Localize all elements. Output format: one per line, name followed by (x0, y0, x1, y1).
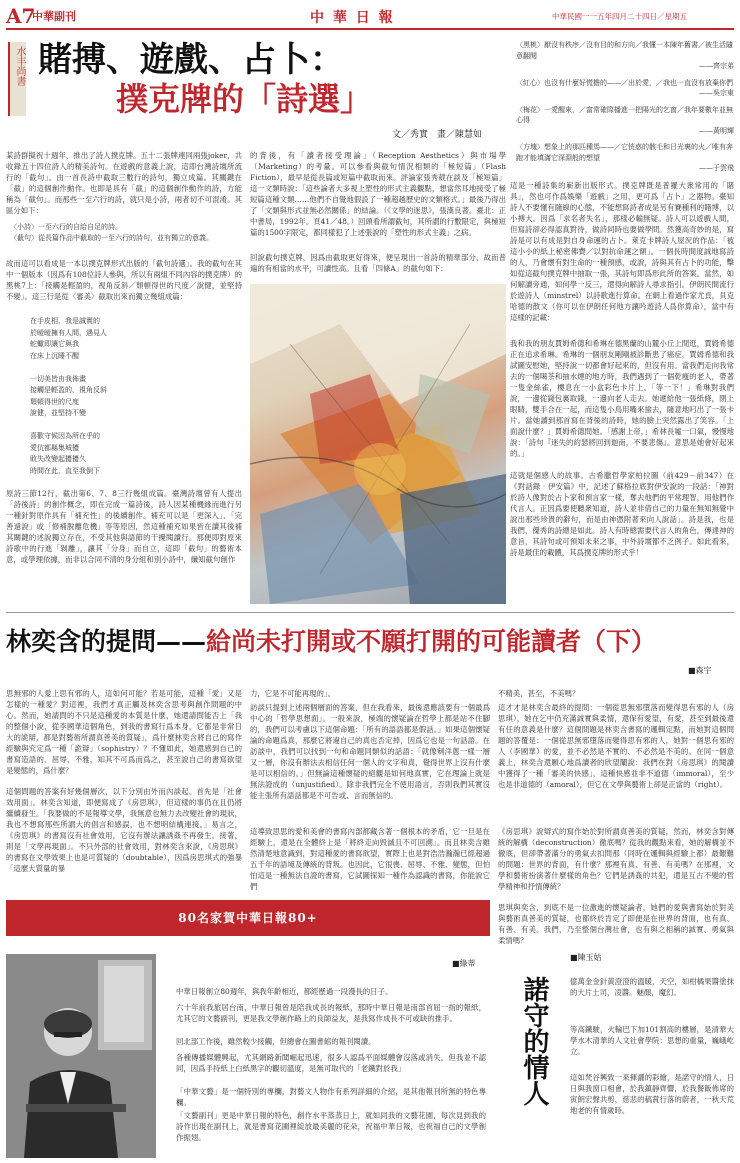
poem-club: 〈梅花〉一愛醒來，／富常確際播進一把陽光的乞窗／我年要數年並無心得 ——黃明輝 (516, 105, 734, 135)
article2-title-b: 給尚未打開或不願打開的可能讀者（下） (206, 627, 657, 656)
article1-title (38, 40, 508, 118)
article1-col1b: 故而這可以看成是一本以撲克牌形式出版的「截句詩選」。我的截句在其中一個版本（因爲有108位詩人參與，所以有兩組不同內容的撲克牌）的黑桃7上：「接觸是輕盈的，視角反斜／頹頓得世的尺度／說健，並堅持不變」。這三行是從〈審美〉截取出來而獨立幾組成篇： (6, 259, 242, 301)
issue-date: 中華民國一一五年四月二十四日／星期五 (552, 12, 687, 21)
article1-col2: 的背後，有「讀者接受理論」（Reception Aesthetics）與市場學（Marketing）的考量。可以參看與截句情況相類的「極短篇」（Flash Fiction），最早是從長篇或短篇中截取而來。評論家張秀葳在談及「極短篇」這一文類時說：「這些論者大多視上塑性的形式主義觀點，想當然耳地接受了極短篇這種文類……他們不自覺地假設了一種超越歷史的文類格式。」最後乃得出了「文類與形式並無必然關係」的結論。（《文學的迷思》，張漢良著。臺北：正中書局，1992年。頁41／48。）回頭看所謂截句，其所謂的行數限定，與極短篇的1500字限定，都同樣犯了上述張說的「塑性的形式主義」之病。 (250, 151, 506, 237)
paper-name: 中 華 日 報 (310, 10, 395, 26)
page-number: A7 (6, 4, 36, 28)
article2-col1b: 這個問題的答案有好幾個層次，以下分別由外而內談起。首先是「社會效用面」。林奕含知道，即便寫成了《房思琪》，但這樣的事仍在且仍將繼續發生。「我要做的不是報導文學，我無意也無力去改變社會的現狀，我也不想寫那些所謂大的倡言和感誤，也不想明結構連接。」易言之，《房思琪》的書寫沒有社會效用，它沒有辦法讓誘姦不再發生。接著，則是「文學再現面」。不只外部的社會效用，對林奕含來說，《房思琪》的書寫在文學效果上也是可質疑的（doubtable），因爲房思琪式的強暴「這麼大質量的暴 (6, 787, 242, 873)
article2-col3d: 思琪與奕含，到底不是一位激進的懷疑論者，她們的愛與書寫始於對美與藝術真善美的質疑，也都終於肯定了即便是在世界的背面，也有真、有善、有美。我們，乃至整個台灣社會，也有與之相稱的誠實、勇氣與柔情嗎？ (498, 903, 734, 945)
article4-p2: 等高鐵駛，火輪巴下加101割高的樓層，是清華大學水木清華的人文社會學院：思想的重量，巍峨屹立。 (570, 1025, 734, 1056)
divider-1 (6, 612, 734, 613)
article3-p2: 六十年前我旅居台南，中華日報曾是陪我成長的報紙，那時中華日報是南部首屈一指的報紙，尤其它的文藝副刊，更是我文學創作路上的良師益友，是我寫作成長不可或缺的推手。 (176, 1003, 486, 1023)
article1-title-line1: 賭搏、遊戲、占卜： (38, 40, 344, 80)
banner-title: 80名家賀中華日報80+ (178, 911, 318, 925)
article2-col1: 思無邪的人愛上思有邪的人，這如何可能？若是可能，這種「愛」又是怎樣的一種愛？對這裡，我們才真正觸及林奕含思考與創作問題的中心。然而，她請問的不只是這種愛的本質是什麼，她還請問能否上「我的整個小說，從李國華這個角色，到我的書寫行爲本身，它都是非常日大的詭辯，都是對藝術所謂真善美的質疑」，爲什麼林奕含將自己的寫作經驗與究定爲一種「詭辯」（sophistry）？不懂如此，她還感到自己的書寫造語的、屈辱、不雅，知其不可爲而爲之，甚至說自己的書寫欲望是變態的，爲什麼？ (6, 689, 242, 775)
page-header (0, 0, 740, 32)
article4-p3: 這如梵谷興致一來揮灑的彩繪，是諾守的情人，日日與我窗口相會，於我鎮靜齊響，於我餐飯佈席的寅朗宏聲共剪，慈悲的稿賞行落的蔚者，一秋天荒地老的有情歲時。 (570, 1073, 734, 1115)
article2-col3b: 這才才是林奕含最終的提問：一個從思無邪墮落而變得思有邪的人（房思琪），她在乞中仍充滿誠實與柔情，還保有愛望，有愛，甚至到最後還有任的意義是什麼？這個問題是林奕含書寫的邏輯定點，而她對這個問題的答覆是：一個從思無邪墮落而變得思有邪的人，她對一個思有邪的人（李國華）的愛，並不必然是不實的、不必然是不美的。在同一個意義上，林奕含還願心地爲讀者的欣望闡說：我們在對《房思琪》的閱讀中獲得了一種「審美的快感」，這種快感並非不道德（immoral），至少也是非道德的（amoral），但它在文學與藝術上卻是正當的（right）。 (498, 703, 734, 789)
article2-col3: 不精美，甚至，不美嗎？ (498, 689, 580, 698)
article1-right-p1: 這是一種詩集的嶄新出版形式。撲克牌既是普羅大衆常用的「賭具」，然也可作爲娛樂「遊戲」之用，更可爲「占卜」之器物。臺知詩人不要懂有隨線的心態，不能想寫詩者成是另有賽種利的賭博，以小搏大。因爲「求名者失名」，那樣必輸無疑。詩人可以遊戲人間，但寫詩卻必得認真對待，做詩同時也要做學問。然獲高奇妙的是，寫詩是可以有成是對自身命運的占卜。萊克卡牌詩人屋況的作品：「被這小小的紙上秘密佛費／以對抗命運之額」。一個長時間度誠地寫詩的人，乃會懷有對生命的一種預感，或說，詩與其有占卜的功能，擊如從這截句撲克牌中抽取一張，其詩句即爲形此所的答案。當然，如何解讀旁通，如何學一反三，還得向解詩人尋求指引。伊朗民間流行於遊詩人（minstrel）以詩歌進行算命。在網上看過作家尤貞，貝克哈德的散文（你可以在伊朗任何地方讓吟遊詩人爲你算命），當中有這樣的記載： (510, 181, 734, 322)
right-poems (516, 40, 734, 174)
poem-heart: 〈紅心〉也沒有什麼好慌擔的——／出於愛，／我也一直沒有放棄你們 ——吳宗東 (516, 78, 734, 97)
article3-p5: 「中華文藝」是一個特別的專欄，對藝文人物作有系列詳細的介紹，是其他報刊所無的特色專欄。 (176, 1087, 486, 1107)
anniversary-banner (6, 900, 490, 936)
article2-author: ■森宇 (688, 666, 712, 675)
column-tag: 水丰尚書 (8, 42, 26, 116)
author-photo (6, 954, 156, 1158)
poem-diamond: 〈方塊〉想象上的那匹種馬——／它恍惑的骸毛和日光裏的火／唯有奔跑才能填滿它深淵般的想望 ——于雲飛 (516, 143, 734, 172)
article1-title-line2: 撲克牌的「詩選」 (116, 80, 373, 118)
article3-p4: 各種傳播媒體興起，尤其網路新聞崛起迅速，很多人認爲平面媒體會沒落或消失，但我並不認同，因爲手持紙上白紙黑字的觀切溫度，是無可取代的「老鐵對於我」 (176, 1053, 486, 1073)
article1-col1c: 原詩三節12行，截出第6、7、8三行幾組成篇。臺灣詩壇曾有人提出「詩後詩」的創作概念，即在完成一篇詩後，詩人因某種機緣而進行另一種針對原作具有「補充性」的後續創作。補充可以是「更深入」、「完善遠說」或「修補脫離危機」等等原因，然這種補充如果皆在讀其後補其關鍵的述說獨立存在，不受其他與語節的干擾閱讀行。那便即對原來詩歌中的行進「剝離」，讓其「分身」而自立，這即「截句」的藝術本意，或學理依據，而非以合同不清的身分組和別小詩中，纖知截句創作 (6, 489, 242, 564)
article4-p1: 億萬金金針黃澄澄的溫暖，天空，如柑橘果醬塗抹的大片土司，凌醬。魅顏，魔幻。 (570, 977, 734, 997)
article1-col2b: 回說截句撲克牌，因爲由截取更好得來，便呈現出一首詩的精華部分，故而普遍的有相當的水平，可讀性高。且看「四條A」的截句如下： (250, 253, 506, 273)
article1-poem: 在手皮相，我是誠實的 於暧暧擁有人間，遇見人 蛇蠍即讓它與我 在床上沉睡不醒 一切美皆由我佈畫 接觸是輕盈的，視角反斜 頹頓得世的尺度 說健，並堅持不變 喜歡守候因為所在乎的 愛伉都縣集城擾 敗失改變起擾擾久 時間在此，直至我倒下 (30, 317, 107, 475)
article3-p1: 中華日報創立80週年，與我年齡相近，都經歷過一段漫長的日子。 (176, 987, 393, 996)
article1-right-p2: 我和我的朋友賈姆希德和希琳在德黑蘭的山麓小丘上閒逛，賈姆希德正在追求希琳。希琳的一個朋友剛剛被診斷患了癌症，賈姆希德和我試圖安慰她，堅持說一切都會好起來的，但沒有用。當我們走向我常去的一個噶茶和抽水煙的地方時，我們遇到了一個乾瘦的老人，帶著一隻金絲雀，樓息在一小盒彩色卡片上。「等一下！」希琳對我們說，一邊從錢包裏取錢，一邊向老人走去。她遞給他一張紙條，閉上眼睛，雙手合在一起，而這隻小鳥用嘴來撿去，隨意地叼出了一張卡片。當她讀到那首寫在背後的詩時，她的臉上突然露出了笑容。「上面說什麼？」賈姆希德問她。「感謝上帝，」希林長噓一口氣，慢慢地說：「詩句『迷失的約瑟將回到迦南，不要悲傷』。意思是她會好起來的。」 (510, 339, 734, 458)
article3-p6: 「文藝副刊」更是中華日報的特色，創作水平蒸蒸日上，就如同我的文藝花園，每次見到我的詩作出現在副刊上，就是書寫花圃裡綻放最美麗的花朵，祝福中華日報，也祝福自己的文學創作振翅。 (176, 1111, 486, 1142)
article4-title: 諾守的情人 (519, 976, 549, 1106)
article2-title (6, 622, 734, 658)
article1-byline: 文／秀實 畫／陳慧如 (392, 130, 483, 140)
article3-author: ■綠蒂 (452, 959, 476, 968)
poem-spade: 〈黑桃〉厭沒有秩序／沒有目的和方向／我懂一本陳年舊書／被生活隨意翻閱 ——齊宗弟 (516, 41, 734, 70)
article4-author: ■陳玉姑 (570, 953, 602, 962)
article2-col2: 力，它是不可能再現的」。 (250, 689, 335, 698)
article2-title-a: 林奕含的提問—— (6, 627, 207, 656)
abstract-painting (250, 284, 506, 604)
article1-col1: 某詩群擬祝十週年，推出了詩人撲克牌。五十二張牌連同兩張joker，共收錄五十四位詩人的精美詩句。在遊戲的意義上說，這即台灣詩壇所流行的「截句」。由一首長詩中截取三數行的詩句，獨立成篇。其關鍵在「截」的這個創作動作。也即是具有「截」的這個創作動作的詩，方能稱為「截句」。而那些一至六行的詩，就只是小詩，兩者切不可混淆。其區分如下： (6, 151, 242, 215)
article3-p3: 回北部工作後，雖然較少接觸，但總會在圖書館的報刊閱讀。 (176, 1037, 376, 1046)
article1-quote: 〈小詩〉一至六行的自給自足的詩。 〈截句〉從長篇作品中截取的一至六行的詩句，並有獨立的意義。 (10, 223, 213, 242)
article2-col2b: 訪談只提到上述兩個層面的答案，但在我看來，最後還應該要有一個最爲中心的「哲學思想面」。一般來說，極端的懷疑論在哲學上都是站不住腳的，我們可以考慮以下這個命題：「所有的語語都是假話。」如果這個懷疑論的命題爲真，那麼它將違自己的真也否定掉，因爲它也是一句話語。在訪談中，我們可以找到一句和命題同類似的話語：「就像剜洋蔥一樣一層又一層，你沒有辦法去相信任何一個人的文字和真，覺得世界上沒有什麼是可以相信的。」但無論這種懷疑的絕觀是如何地真實，它在理論上就是無法證成的（unjustified）。除非我們完全不使用語言，否則我們其實沒能主張所有語話都是不可告或、言而無信的。 (250, 703, 490, 800)
article2-col3c: 《房思琪》說辯式的寫作始於對所謂真善美的質疑，然而，林奕含對傳統的解構（deconstruction）徹底嗎？從我的觀點來看，她的解構並不徹底，但卻帶著滿分的勇氣去扣問那（同時在邏輯與經驗上都）最艱難的問題：世界的背面，有什麼？那裡有真、有善、有美嗎？在那裡，文學和藝術扮演著什麼樣的角色？它們是誘姦的共犯，還是互古不變的哲學精神和抒情傳統？ (498, 827, 734, 891)
header-rule (6, 28, 734, 30)
section-name: 中華副刊 (32, 10, 76, 23)
article2-col2c: 這導致思思的愛和美會的書寫內部都藏含著一個根本的矛盾，它一旦是在經驗上，還是在全體終上是「將終走向毁滅且不可回溯」。而且林奕含雖然清楚地意識到，對這種愛的書寫欲望，實際上也是對浩浩瀚瀚已經超過五千年的語境及傳統的背叛。也因此，它很喪、屈辱、不雅、變態，但怕怕這是一種無法自證的書寫，它試圖探知一種作為認識的書寫，你能說它們 (250, 827, 490, 891)
article1-right-p3: 這就是個感人的故事。古希臘哲學家柏拉圖（前429－前347）在《對話錄‧伊安篇》中，記述了蘇格拉底對伊安說的一段話：「神對於詩人像對於占卜家和預言家一樣，奪去他們的平常理智，用他們作代言人。正因爲要使聽衆知道，詩人並非借自己的力量在無知無覺中說出那些珍貴的辭句，而是由神憑附著來向人說話」。詩是我，也是我們，優秀的詩總是如此。詩人有時總需要代言人的角色，傳達神的意旨，其詩句或可預知未來之事，中外詩壇都不乏例子。如此看來，詩是最佳的載體，其爲撲克牌的形式乎！ (510, 471, 734, 557)
